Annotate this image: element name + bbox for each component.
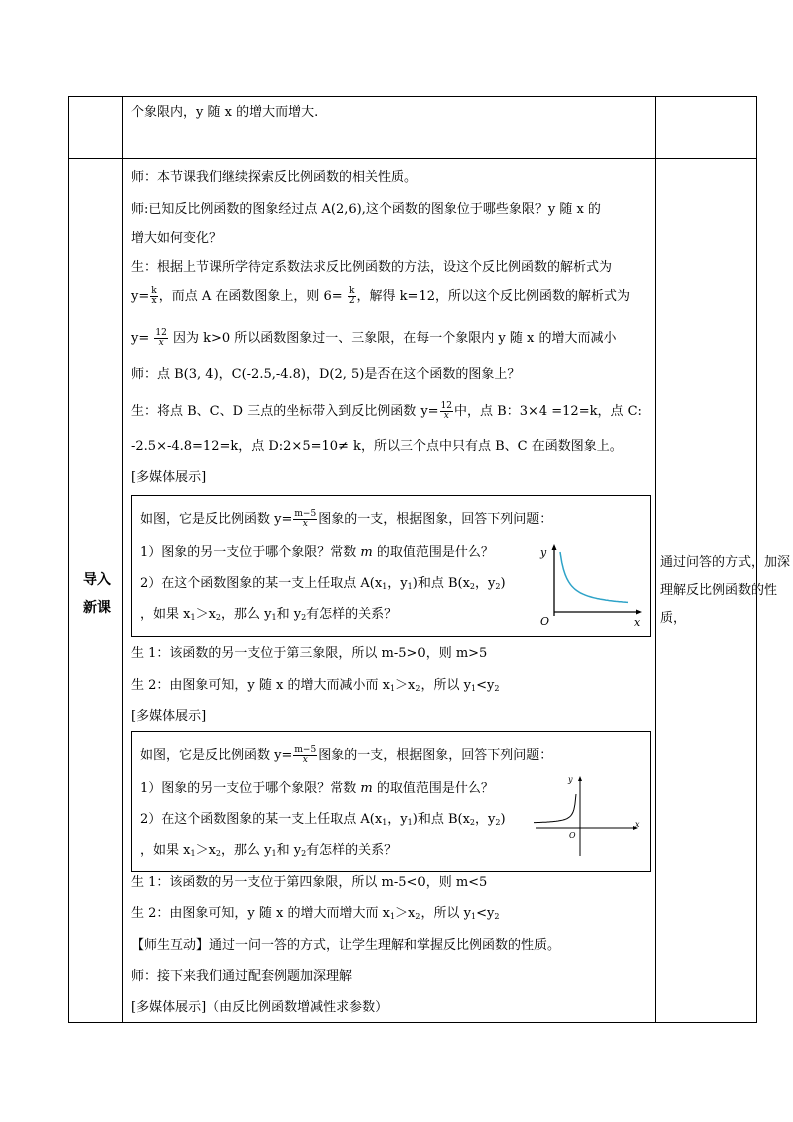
text-line: 生：根据上节课所学待定系数法求反比例函数的方法，设这个反比例函数的解析式为 — [131, 260, 613, 275]
y-axis-arrow — [552, 544, 557, 550]
box1-question-2: 2）在这个函数图象的某一支上任取点 $A(x_1$，$y_1$)和点 $B(x_2$，$y_2$) — [140, 576, 506, 591]
fraction: $\frac{12}{x}$ — [155, 328, 167, 348]
student-answer: 生 2：由图象可知，y 随 x 的增大而增大而 $x_1>x_2$，所以 $y_1<y_2$ — [131, 906, 500, 921]
fraction: $\frac{k}{2}$ — [348, 286, 355, 306]
student-answer: 生 1：该函数的另一支位于第四象限，所以 m-5<0，则 m<5 — [131, 875, 488, 890]
text-line: [多媒体展示] — [131, 470, 207, 485]
fraction: $\frac{m-5}{x}$ — [294, 509, 317, 529]
box1-graph — [536, 542, 646, 630]
text-line: 师：本节课我们继续探索反比例函数的相关性质。 — [131, 170, 418, 185]
x-axis-arrow — [636, 610, 642, 615]
text-line-with-fraction: 生：将点 B、C、D 三点的坐标带入到反比例函数 y= $\frac{12}{x}$ 中，点 B：3×4 =12=k，点 C: — [131, 401, 642, 421]
y-axis-arrow — [578, 776, 582, 781]
axis-label-y: y — [568, 775, 573, 784]
axis-label-y: y — [540, 546, 547, 559]
origin-label: O — [540, 615, 550, 628]
hyperbola-branch — [560, 552, 628, 602]
section-label-line1: 导入 — [83, 572, 111, 588]
text-line-with-fraction: y= $\frac{12}{x}$ 因为 k>0 所以函数图象过一、三象限，在每一个象限内 y 随 x 的增大而减小 — [131, 328, 617, 348]
multimedia-box-2 — [131, 731, 651, 872]
box1-question-3: ，如果 $x_1>x_2$，那么 $y_1$和 $y_2$有怎样的关系？ — [140, 607, 398, 622]
box2-question-1: 1）图象的另一支位于哪个象限？常数 m 的取值范围是什么？ — [140, 781, 494, 796]
origin-label: O — [569, 831, 576, 840]
text-line: [多媒体展示] — [131, 709, 207, 724]
table-left-border — [68, 96, 69, 1022]
section-label-line2: 新课 — [83, 600, 111, 616]
student-answer: 生 2：由图象可知，y 随 x 的增大而减小而 $x_1>x_2$，所以 $y_1<y_2$ — [131, 678, 500, 693]
text-line: 【师生互动】通过一问一答的方式，让学生理解和掌握反比例函数的性质。 — [131, 938, 561, 953]
text-line: 师：接下来我们通过配套例题加深理解 — [131, 969, 353, 984]
section-label — [76, 566, 118, 622]
text-line: 师：点 B(3, 4)，C(-2.5,-4.8)，D(2, 5)是否在这个函数的图象上？ — [131, 367, 521, 382]
axis-label-x: x — [634, 616, 641, 629]
text-line-with-fraction: y= $\frac{k}{x}$ ，而点 A 在函数图象上，则 6= $\frac{k}{2}$ ，解得 k=12，所以这个反比例函数的解析式为 — [131, 286, 630, 306]
box2-question-3: ，如果 $x_1>x_2$，那么 $y_1$和 $y_2$有怎样的关系？ — [140, 843, 398, 858]
hyperbola-branch — [534, 794, 576, 823]
column-divider-right — [655, 96, 656, 1022]
box2-graph — [532, 772, 644, 860]
teaching-note: 通过问答的方式，加深理解反比例函数的性质， — [660, 555, 791, 626]
table-bottom-border — [68, 1022, 757, 1023]
text-line: -2.5×-4.8=12=k，点 D:2×5=10≠ k，所以三个点中只有点 B、C 在函数图象上。 — [131, 439, 623, 454]
text-line: [多媒体展示]（由反比例函数增减性求参数） — [131, 1000, 389, 1015]
table-top-border — [68, 96, 757, 97]
student-answer: 生 1：该函数的另一支位于第三象限，所以 m-5>0，则 m>5 — [131, 646, 488, 661]
row1-text: 个象限内，y 随 x 的增大而增大. — [131, 105, 319, 120]
box1-intro: 如图，它是反比例函数 y= $\frac{m-5}{x}$ 图象的一支，根据图象，回答下列问题： — [140, 509, 553, 529]
fraction: $\frac{12}{x}$ — [440, 401, 453, 421]
multimedia-box-1 — [131, 495, 651, 637]
fraction: $\frac{m-5}{x}$ — [294, 745, 317, 765]
fraction: $\frac{k}{x}$ — [151, 286, 157, 306]
box2-intro: 如图，它是反比例函数 y= $\frac{m-5}{x}$ 图象的一支，根据图象，回答下列问题： — [140, 745, 553, 765]
axis-label-x: x — [635, 820, 640, 829]
text-line: 师:已知反比例函数的图象经过点 A(2,6),这个函数的图象位于哪些象限？y 随 x 的 — [131, 202, 601, 217]
row-divider — [68, 158, 757, 159]
box1-question-1: 1）图象的另一支位于哪个象限？常数 m 的取值范围是什么？ — [140, 545, 494, 560]
text-line: 增大如何变化？ — [131, 231, 223, 246]
column-divider-left — [122, 96, 123, 1022]
box2-question-2: 2）在这个函数图象的某一支上任取点 $A(x_1$，$y_1$)和点 $B(x_2$，$y_2$) — [140, 812, 506, 827]
